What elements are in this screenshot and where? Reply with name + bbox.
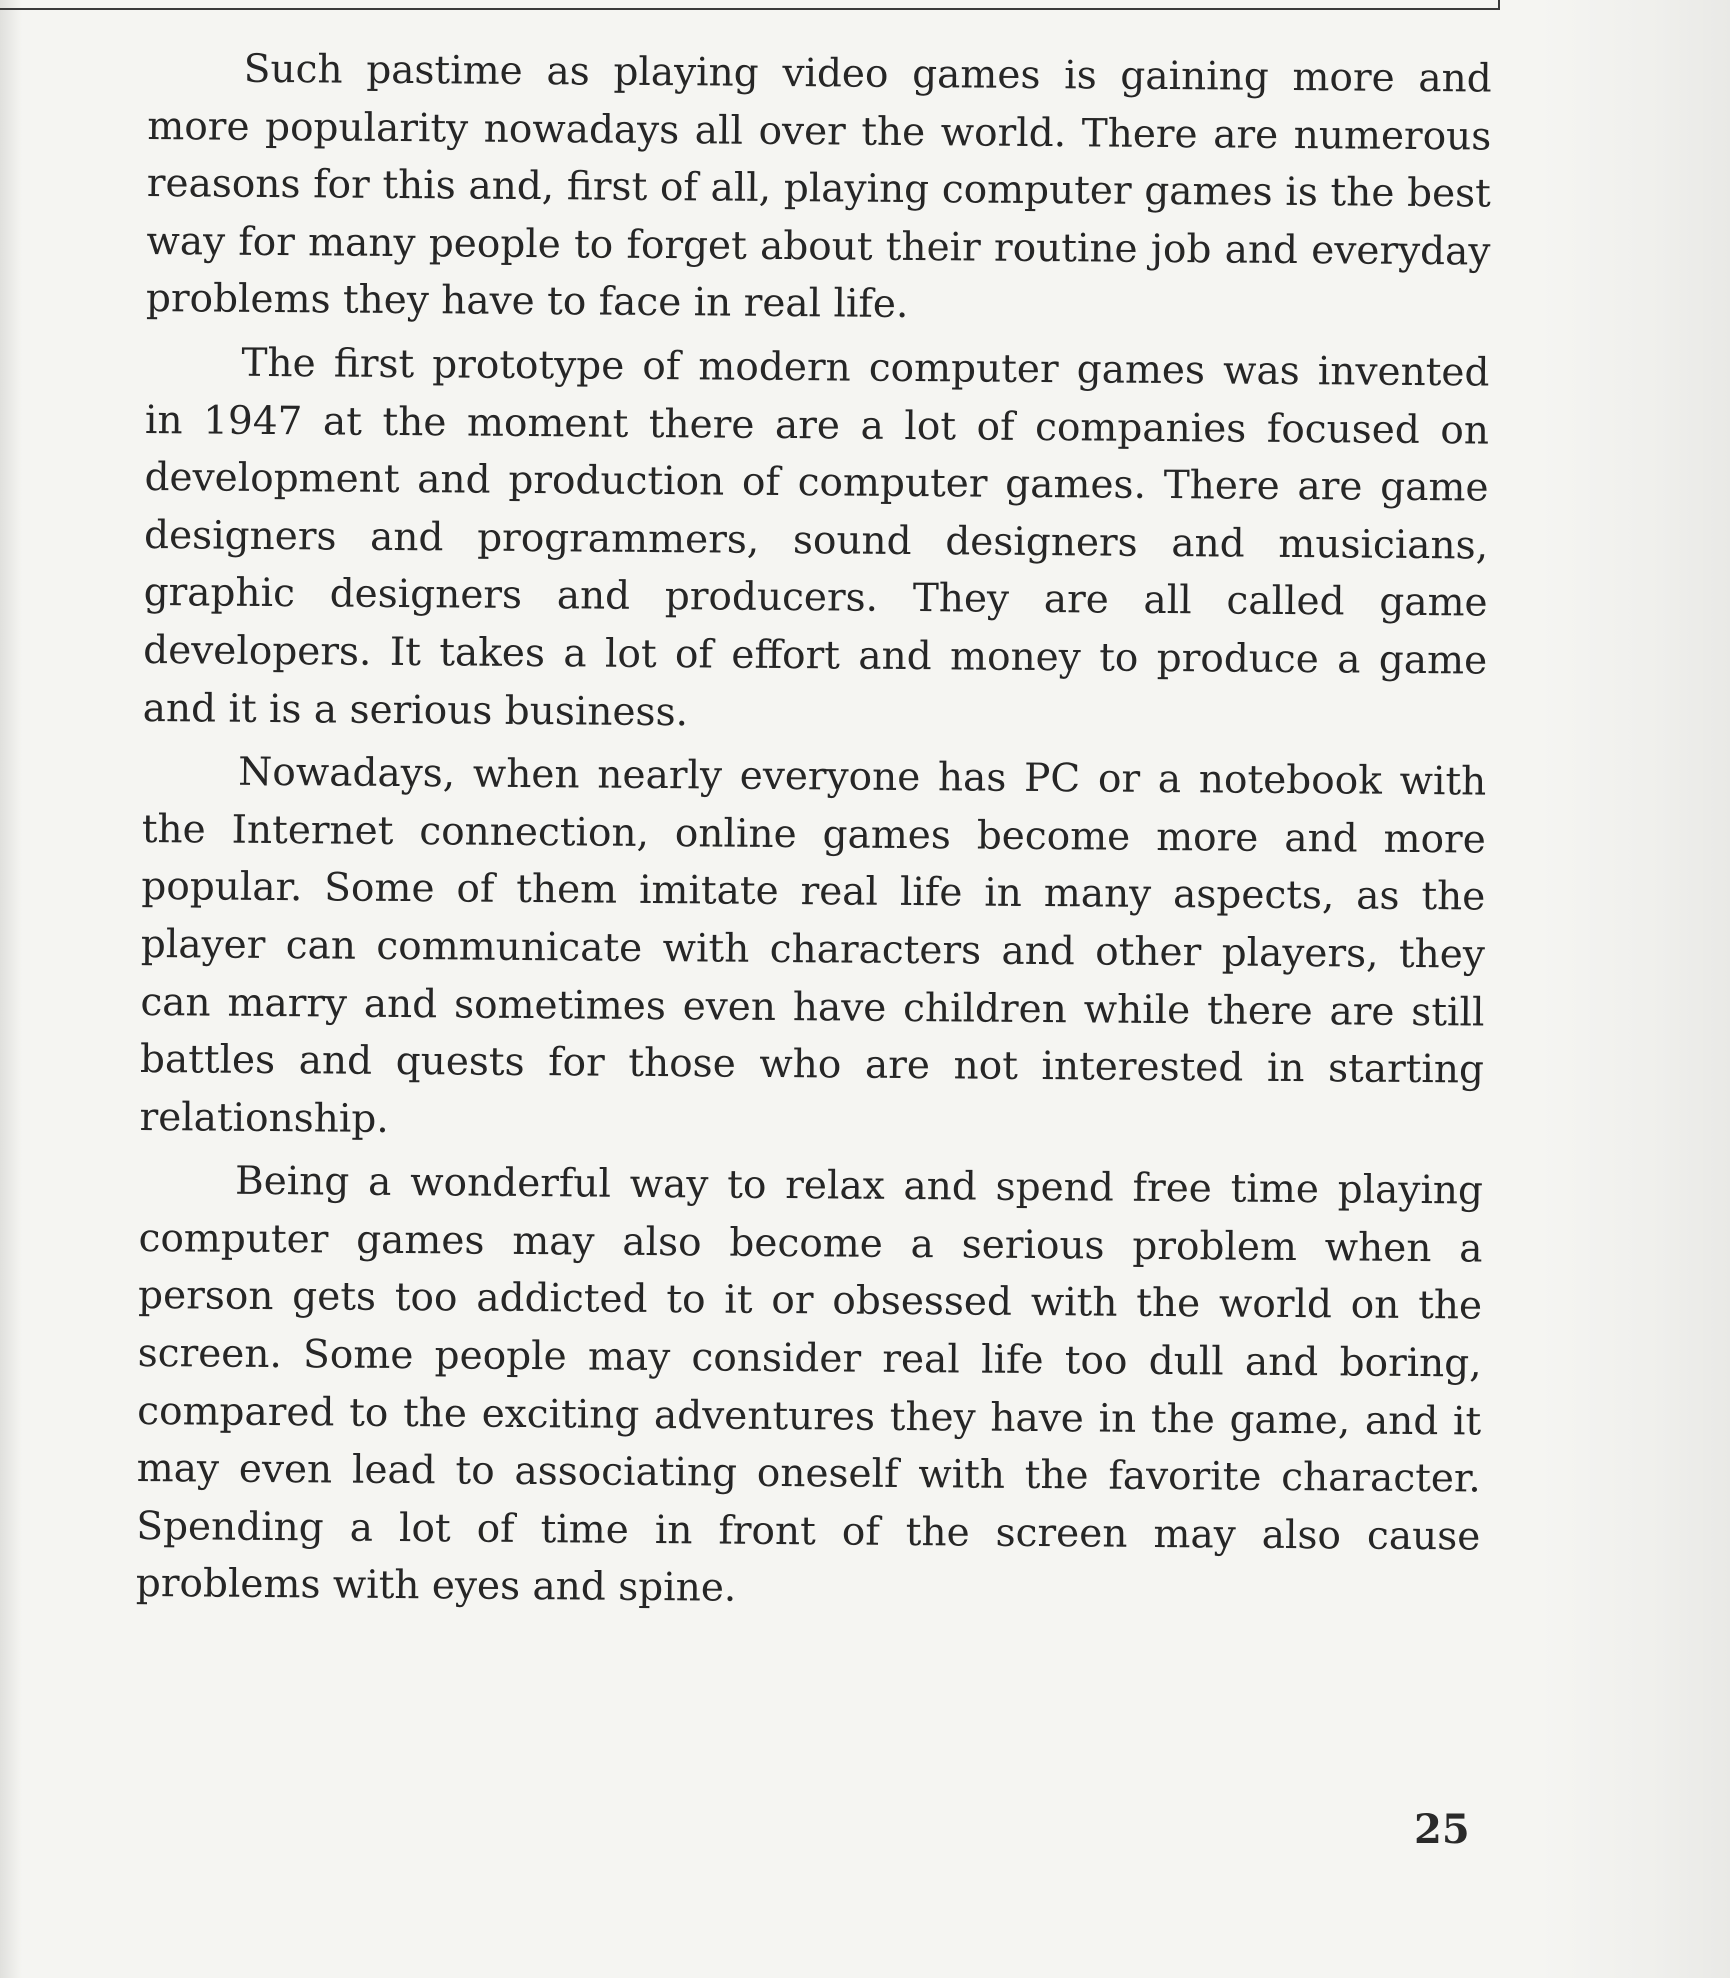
paragraph-3: Nowadays, when nearly everyone has PC or a notebook with the Internet connection, online games become more and more popular. Some of them imitate real life in many aspects, as the player can communicate with characters and other players, they can marry and sometimes even have children while there are still battles and quests for those who are not interested in starting relationship. [139, 749, 1487, 1142]
paragraph-2: The first prototype of modern computer games was invented in 1947 at the moment there are a lot of companies focused on development and production of computer games. There are game designers and programmers, sound designers and musicians, graphic designers and producers. They are all called game developers. It takes a lot of effort and money to produce a game and it is a serious business. [142, 340, 1490, 735]
page-number: 25 [1414, 1806, 1470, 1853]
page-gutter-shadow [0, 0, 22, 1978]
paragraph-1: Such pastime as playing video games is gaining more and more popularity nowadays all over the world. There are numerous reasons for this and, first of all, playing computer games is the best way for many people to forget about their routine job and everyday problems they have to face in real life. [145, 46, 1492, 328]
top-frame-border [0, 0, 1500, 10]
page-bleed-through [1540, 0, 1730, 1978]
paragraph-4: Being a wonderful way to relax and spend free time playing computer games may also become a serious problem when a person gets too addicted to it or obsessed with the world on the screen. Some people may consider real life too dull and boring, compared to the exciting adventures they have in the game, and it may even lead to associating oneself with the favorite character. Spending a lot of time in front of the screen may also cause problems with eyes and spine. [135, 1159, 1484, 1612]
article-body [136, 40, 1492, 1630]
